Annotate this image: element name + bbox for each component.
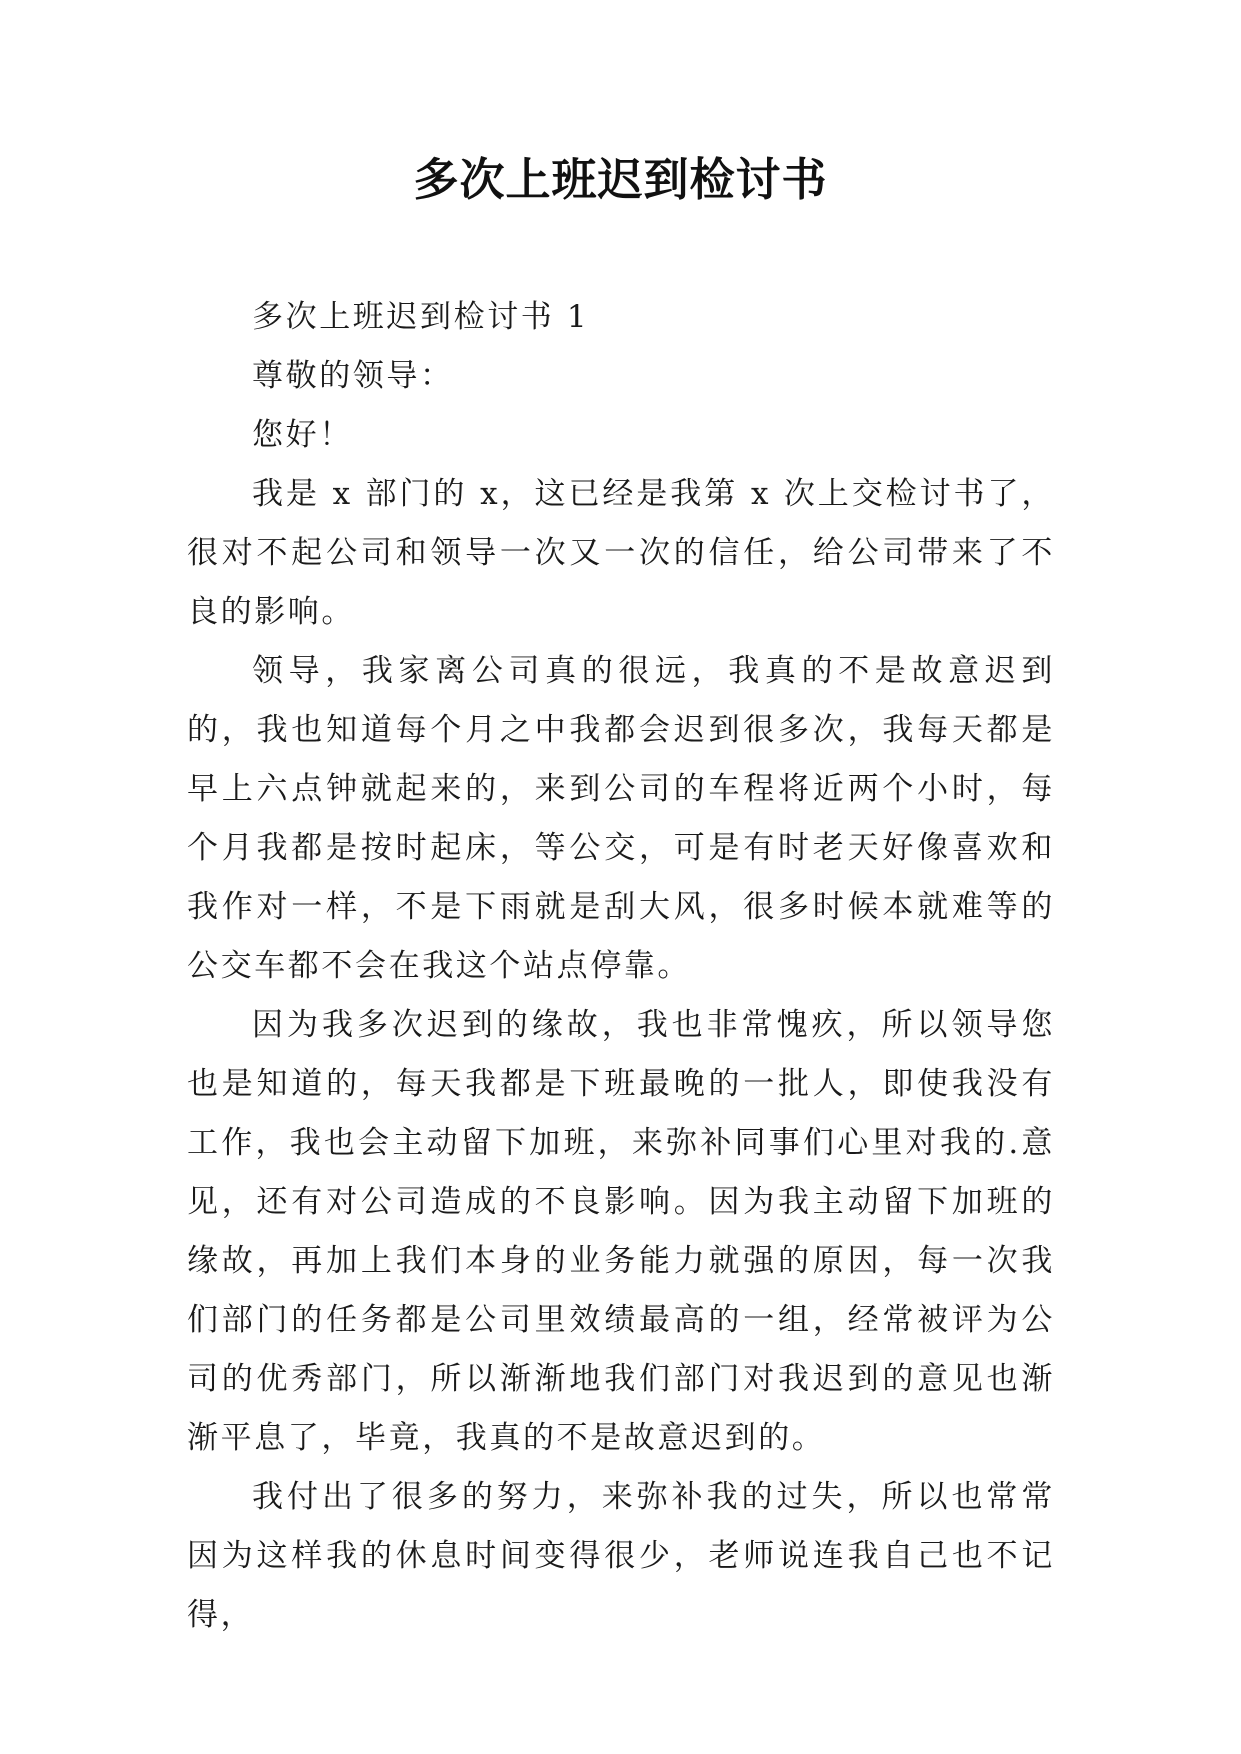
document-title: 多次上班迟到检讨书 — [413, 153, 828, 206]
document-body — [187, 288, 1055, 1645]
body-paragraph-4: 我付出了很多的努力，来弥补我的过失，所以也常常因为这样我的休息时间变得很少，老师说连我自己也不记得， — [187, 1479, 1055, 1633]
greeting: 您好！ — [252, 417, 353, 453]
salutation: 尊敬的领导： — [252, 358, 454, 394]
body-paragraph-3: 因为我多次迟到的缘故，我也非常愧疚，所以领导您也是知道的，每天我都是下班最晚的一批人，即使我没有工作，我也会主动留下加班，来弥补同事们心里对我的.意见，还有对公司造成的不良影响。因为我主动留下加班的缘故，再加上我们本身的业务能力就强的原因，每一次我们部门的任务都是公司里效绩最高的一组，经常被评为公司的优秀部门，所以渐渐地我们部门对我迟到的意见也渐渐平息了，毕竟，我真的不是故意迟到的。 — [187, 1007, 1055, 1456]
document-subheading: 多次上班迟到检讨书 1 — [252, 299, 590, 335]
body-paragraph-1: 我是 x 部门的 x，这已经是我第 x 次上交检讨书了，很对不起公司和领导一次又一次的信任，给公司带来了不良的影响。 — [187, 476, 1055, 630]
body-paragraph-2: 领导，我家离公司真的很远，我真的不是故意迟到的，我也知道每个月之中我都会迟到很多次，我每天都是早上六点钟就起来的，来到公司的车程将近两个小时，每个月我都是按时起床，等公交，可是有时老天好像喜欢和我作对一样，不是下雨就是刮大风，很多时候本就难等的公交车都不会在我这个站点停靠。 — [187, 653, 1055, 984]
